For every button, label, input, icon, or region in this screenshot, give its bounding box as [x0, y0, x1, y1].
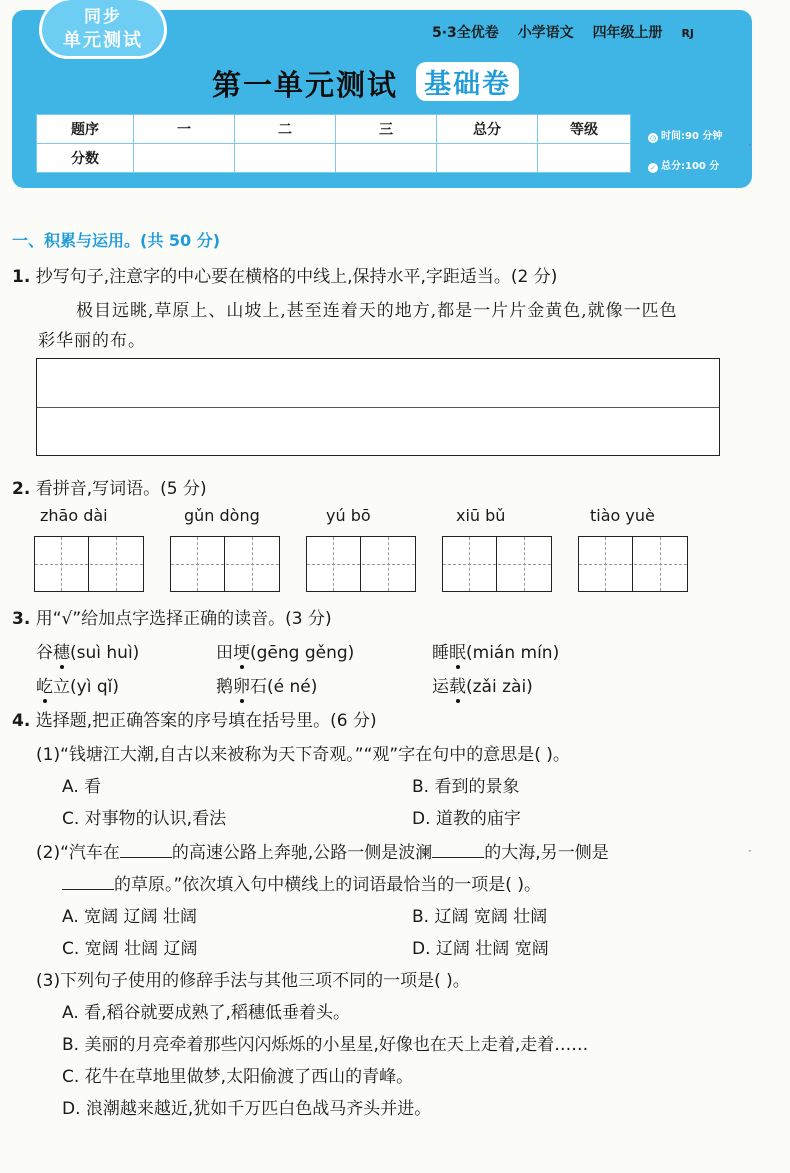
score-cell: 总分 [437, 115, 538, 144]
exam-kind-label: 基础卷 [416, 62, 519, 101]
score-input-cell[interactable] [134, 144, 235, 173]
copy-passage-line2: 彩华丽的布。 [38, 331, 146, 351]
score-table-header-row [37, 115, 631, 144]
score-cell: 二 [235, 115, 336, 144]
score-input-cell[interactable] [538, 144, 631, 173]
question-2 [12, 474, 207, 499]
subject-name: 小学语文 [517, 25, 574, 41]
grade-name: 四年级上册 [592, 25, 663, 41]
exam-meta [648, 127, 722, 187]
pinyin-label: zhāo dài [40, 506, 108, 525]
pinyin-label: tiào yuè [590, 506, 655, 525]
question-text: 抄写句子,注意字的中心要在横格的中线上,保持水平,字距适当。(2 分) [35, 267, 558, 287]
score-input-cell[interactable] [336, 144, 437, 173]
fill-blank[interactable] [120, 843, 172, 858]
question-number: 3. [12, 609, 31, 629]
dotted-char: 穗 [53, 643, 70, 663]
badge-line2: 单元测试 [63, 30, 143, 51]
pronunciation-item[interactable]: 谷穗(suì huì) [36, 643, 140, 663]
total-info: ✓ 总分:100 分 [648, 157, 722, 173]
pronunciation-item[interactable]: 鹅卵石(é né) [216, 677, 318, 697]
score-input-cell[interactable] [437, 144, 538, 173]
pinyin-label: yú bō [326, 506, 371, 525]
option-c[interactable]: C. 对事物的认识,看法 [62, 809, 227, 829]
sync-unit-test-badge [42, 0, 164, 56]
dotted-char: 埂 [233, 643, 250, 663]
score-cell: 等级 [538, 115, 631, 144]
book-info-bar [432, 22, 708, 42]
time-info: ◷ 时间:90 分钟 [649, 131, 723, 142]
copy-writing-box[interactable] [36, 358, 720, 456]
question-3 [12, 604, 332, 629]
option-a[interactable]: A. 宽阔 辽阔 壮阔 [62, 907, 197, 927]
question-number: 1. [12, 267, 31, 287]
score-table [36, 114, 631, 173]
dotted-char: 载 [449, 677, 466, 697]
question-text: 看拼音,写词语。(5 分) [35, 479, 207, 499]
question-1 [12, 262, 557, 287]
option-c[interactable]: C. 花牛在草地里做梦,太阳偷渡了西山的青峰。 [62, 1067, 414, 1087]
score-cell: 一 [134, 115, 235, 144]
section-title: 一、积累与运用。(共 50 分) [12, 231, 221, 250]
fill-blank[interactable] [432, 843, 484, 858]
option-d[interactable]: D. 浪潮越来越近,犹如千万匹白色战马齐头并进。 [62, 1099, 432, 1119]
copy-passage-line1: 极目远眺,草原上、山坡上,甚至连着天的地方,都是一片片金黄色,就像一匹色 [76, 301, 678, 321]
score-input-cell[interactable] [235, 144, 336, 173]
sub-question-stem-cont: 的草原。”依次填入句中横线上的词语最恰当的一项是( )。 [62, 870, 541, 895]
exam-title [212, 62, 519, 104]
score-table-value-row [37, 144, 631, 173]
tianzi-grid[interactable] [34, 536, 144, 592]
binding-mark: · [748, 844, 752, 858]
pinyin-label: gǔn dòng [184, 506, 260, 525]
series-name: 5·3全优卷 [432, 25, 499, 41]
option-a[interactable]: A. 看,稻谷就要成熟了,稻穗低垂着头。 [62, 1003, 350, 1023]
exam-title-text: 第一单元测试 [212, 68, 399, 102]
question-number: 2. [12, 479, 31, 499]
pronunciation-item[interactable]: 运载(zǎi zài) [432, 677, 533, 697]
clock-icon: ◷ [649, 134, 657, 142]
pronunciation-item[interactable]: 田埂(gēng gěng) [216, 643, 355, 663]
fill-blank[interactable] [62, 875, 114, 890]
tianzi-grid[interactable] [170, 536, 280, 592]
option-c[interactable]: C. 宽阔 壮阔 辽阔 [62, 939, 198, 959]
option-d[interactable]: D. 道教的庙宇 [412, 809, 521, 829]
sub-question-stem: (2)“汽车在 的高速公路上奔驰,公路一侧是波澜 的大海,另一侧是 [36, 843, 609, 863]
question-4 [12, 706, 377, 731]
pronunciation-item[interactable]: 屹立(yì qǐ) [36, 677, 119, 697]
pronunciation-item[interactable]: 睡眠(mián mín) [432, 643, 560, 663]
check-icon: ✓ [648, 163, 658, 173]
sub-question-stem: (1)“钱塘江大潮,自古以来被称为天下奇观。”“观”字在句中的意思是( )。 [36, 745, 570, 765]
binding-mark: · [748, 138, 752, 152]
dotted-char: 眠 [449, 643, 466, 663]
dotted-char: 卵 [233, 677, 250, 697]
dotted-char: 屹 [36, 677, 53, 697]
badge-line1: 同步 [84, 7, 122, 27]
tianzi-grid[interactable] [442, 536, 552, 592]
option-b[interactable]: B. 辽阔 宽阔 壮阔 [412, 907, 548, 927]
option-b[interactable]: B. 看到的景象 [412, 777, 520, 797]
score-row-label: 分数 [37, 144, 134, 173]
question-number: 4. [12, 711, 31, 731]
question-text: 用“√”给加点字选择正确的读音。(3 分) [35, 609, 332, 629]
sub-question-stem: (3)下列句子使用的修辞手法与其他三项不同的一项是( )。 [36, 971, 470, 991]
option-a[interactable]: A. 看 [62, 777, 102, 797]
score-cell: 题序 [37, 115, 134, 144]
tianzi-grid[interactable] [306, 536, 416, 592]
edition-code: RJ [681, 27, 695, 40]
pinyin-label: xiū bǔ [456, 506, 506, 525]
option-b[interactable]: B. 美丽的月亮牵着那些闪闪烁烁的小星星,好像也在天上走着,走着…… [62, 1035, 589, 1055]
tianzi-grid[interactable] [578, 536, 688, 592]
question-text: 选择题,把正确答案的序号填在括号里。(6 分) [35, 711, 377, 731]
score-cell: 三 [336, 115, 437, 144]
center-guideline [37, 407, 719, 408]
option-d[interactable]: D. 辽阔 壮阔 宽阔 [412, 939, 549, 959]
